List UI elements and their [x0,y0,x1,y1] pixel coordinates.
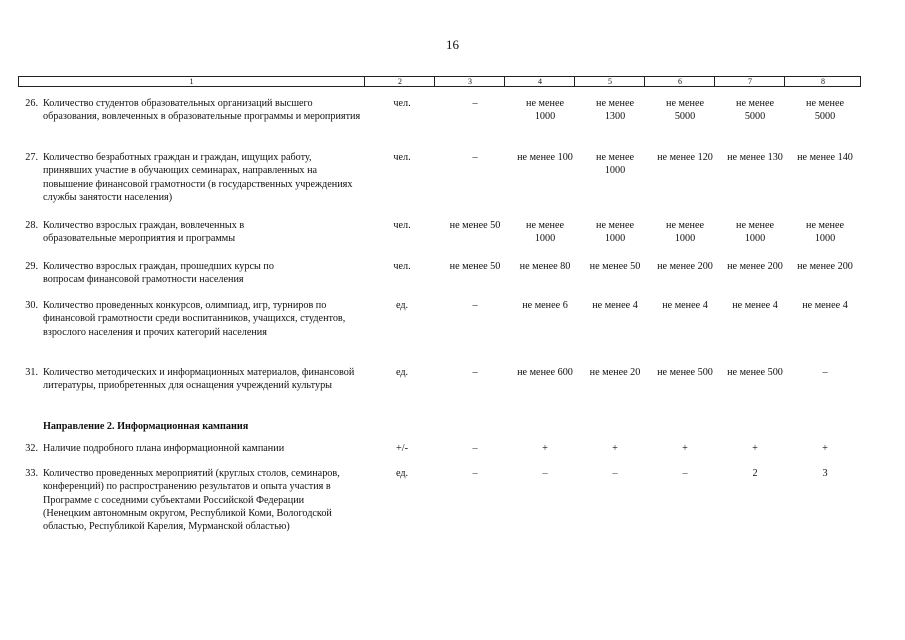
unit-cell: чел. [393,220,411,231]
value-cell-5: не менее 1000 [596,152,634,177]
value-cell-6: не менее 200 [657,261,713,272]
value-cell-4: не менее 100 [517,152,573,163]
indicator-name: Наличие подробного плана информационной кампании [43,443,285,454]
indicator-name: Количество безработных граждан и граждан, ищущих работу, принявших участие в обучающих семинарах, направленных на повышение финансовой грамотности (в государственных учреждениях службы занятости населения) [43,152,353,203]
value-cell-8: не менее 4 [802,300,848,311]
value-cell-3: не менее 50 [449,220,501,231]
table-column-numbers [18,76,861,87]
value-cell-8: не менее 1000 [806,220,844,245]
indicator-name: Количество студентов образовательных организаций высшего образования, вовлеченных в образовательные программы и мероприятия [43,98,361,123]
section-heading: Направление 2. Информационная кампания [43,421,249,432]
indicator-name: Количество проведенных мероприятий (круглых столов, семинаров, конференций) по распространению результатов и опыта участия в Программе с соседними субъектами Российской Федерации (Ненецким автономным округом, Республикой Коми, Вологодской областью, Республикой Карелия, Мурманской областью) [43,468,340,533]
column-number-6: 6 [644,77,715,86]
value-cell-4: не менее 1000 [526,220,564,245]
value-cell-5: не менее 1000 [596,220,634,245]
value-cell-3: – [472,300,478,311]
value-cell-7: не менее 200 [727,261,783,272]
row-number: 28. [25,220,38,231]
unit-cell: чел. [393,152,411,163]
value-cell-7: 2 [752,468,758,479]
value-cell-8: не менее 5000 [806,98,844,123]
unit-cell: чел. [393,261,411,272]
unit-cell: ед. [395,300,409,311]
column-number-3: 3 [434,77,505,86]
value-cell-7: + [752,443,758,454]
value-cell-3: – [472,468,478,479]
value-cell-3: – [472,152,478,163]
row-number: 29. [25,261,38,272]
value-cell-4: не менее 1000 [526,98,564,123]
page-number: 16 [446,37,459,52]
row-number: 30. [25,300,38,311]
value-cell-6: + [682,443,688,454]
value-cell-4: не менее 600 [517,367,573,378]
value-cell-4: – [542,468,548,479]
value-cell-3: – [472,367,478,378]
indicator-name: Количество взрослых граждан, прошедших курсы по вопросам финансовой грамотности населения [43,261,274,286]
unit-cell: ед. [395,468,409,479]
column-number-2: 2 [364,77,435,86]
value-cell-8: не менее 140 [797,152,853,163]
value-cell-5: не менее 1300 [596,98,634,123]
value-cell-5: не менее 4 [592,300,638,311]
unit-cell: чел. [393,98,411,109]
value-cell-4: + [542,443,548,454]
value-cell-8: + [822,443,828,454]
row-number: 32. [25,443,38,454]
value-cell-3: не менее 50 [449,261,501,272]
value-cell-8: не менее 200 [797,261,853,272]
value-cell-7: не менее 1000 [736,220,774,245]
column-number-7: 7 [714,77,785,86]
indicator-name: Количество взрослых граждан, вовлеченных в образовательные мероприятия и программы [43,220,245,245]
value-cell-8: 3 [822,468,828,479]
column-number-1: 1 [189,77,194,86]
row-number: 33. [25,468,38,479]
value-cell-7: не менее 130 [727,152,783,163]
value-cell-7: не менее 500 [727,367,783,378]
value-cell-5: – [612,468,618,479]
value-cell-5: не менее 50 [589,261,641,272]
value-cell-6: не менее 4 [662,300,708,311]
value-cell-4: не менее 6 [522,300,568,311]
value-cell-6: – [682,468,688,479]
value-cell-5: не менее 20 [589,367,641,378]
value-cell-7: не менее 5000 [736,98,774,123]
value-cell-6: не менее 5000 [666,98,704,123]
value-cell-7: не менее 4 [732,300,778,311]
value-cell-6: не менее 1000 [666,220,704,245]
value-cell-3: – [472,443,478,454]
row-number: 27. [25,152,38,163]
value-cell-6: не менее 500 [657,367,713,378]
indicator-name: Количество методических и информационных материалов, финансовой литературы, приобретенных для оснащения учреждений культуры [43,367,355,392]
column-number-5: 5 [574,77,645,86]
value-cell-5: + [612,443,618,454]
value-cell-8: – [822,367,828,378]
column-number-8: 8 [784,77,861,86]
row-number: 31. [25,367,38,378]
column-number-4: 4 [504,77,575,86]
indicator-name: Количество проведенных конкурсов, олимпиад, игр, турниров по финансовой грамотности среди воспитанников, учащихся, студентов, взрослого населения и прочих категорий населения [43,300,346,338]
row-number: 26. [25,98,38,109]
unit-cell: +/- [396,443,408,454]
value-cell-6: не менее 120 [657,152,713,163]
value-cell-3: – [472,98,478,109]
unit-cell: ед. [395,367,409,378]
value-cell-4: не менее 80 [519,261,571,272]
